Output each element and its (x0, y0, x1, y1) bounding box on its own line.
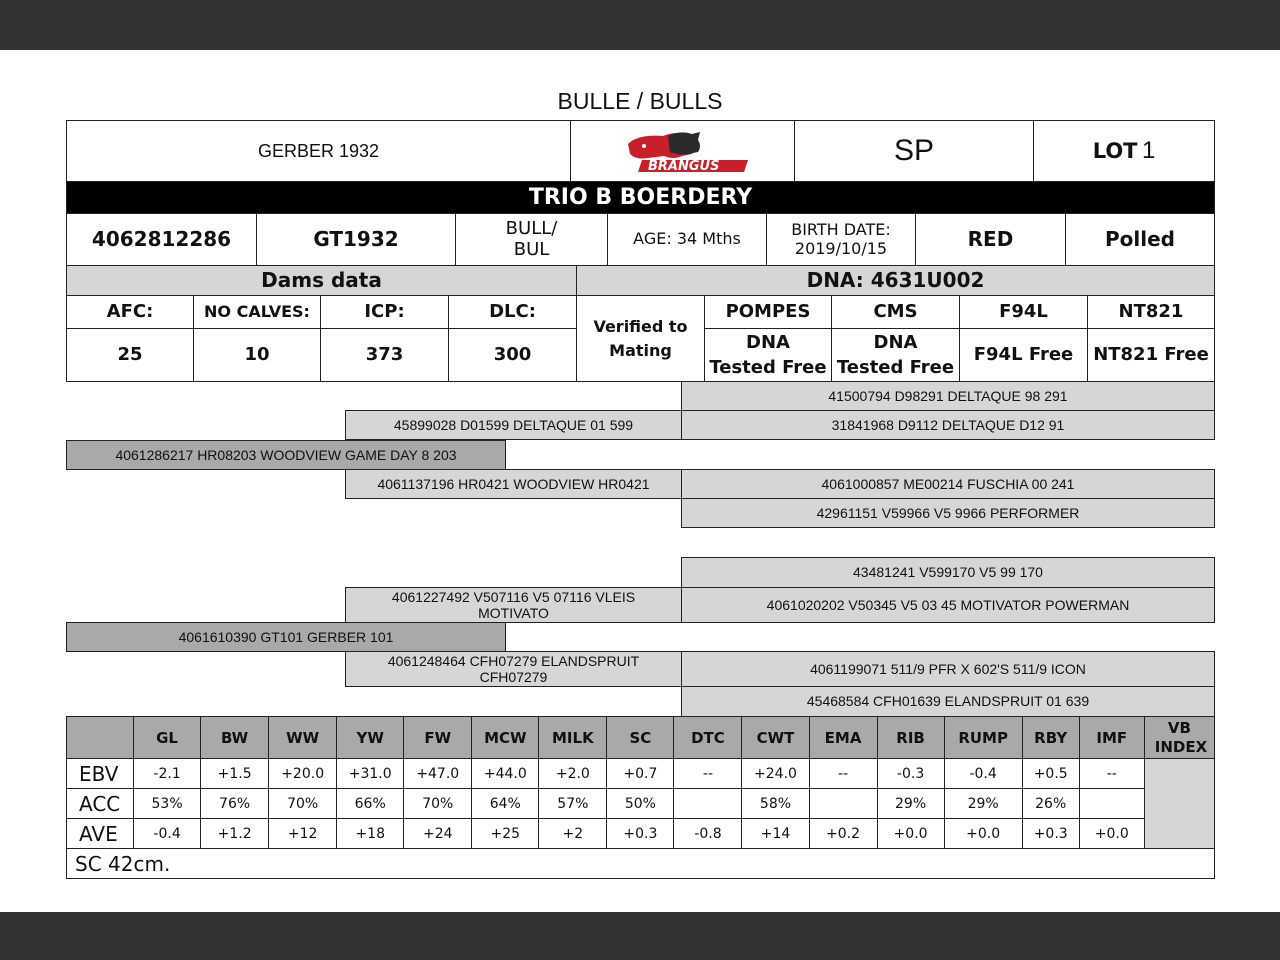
ave-cell: +24 (404, 819, 472, 849)
pedigree-sire-sire-sire: 41500794 D98291 DELTAQUE 98 291 (681, 381, 1215, 411)
pedigree-sire: 4061286217 HR08203 WOODVIEW GAME DAY 8 203 (66, 440, 506, 470)
ave-cell: +0.2 (809, 819, 877, 849)
acc-row (67, 789, 1215, 819)
acc-cell: 58% (742, 789, 809, 819)
afc-label: AFC: (66, 295, 194, 329)
no-calves-label: NO CALVES: (193, 295, 321, 329)
ave-cell: +0.0 (944, 819, 1022, 849)
birth-date (766, 213, 916, 266)
ebv-header-cell: CWT (742, 717, 809, 759)
ebv-header-cell: MILK (539, 717, 607, 759)
ave-row-label: AVE (67, 819, 134, 849)
ave-cell: +0.3 (607, 819, 674, 849)
acc-cell: 29% (944, 789, 1022, 819)
ave-cell: +25 (472, 819, 539, 849)
pedigree-dam-sire: 4061227492 V507116 V5 07116 VLEIS MOTIVATO (345, 587, 682, 623)
icp-value: 373 (320, 328, 449, 382)
ave-row (67, 819, 1215, 849)
ebv-row (67, 759, 1215, 789)
acc-cell: 29% (877, 789, 944, 819)
ebv-header-cell: YW (337, 717, 404, 759)
ebv-cell: -- (1079, 759, 1144, 789)
cms-label: CMS (831, 295, 960, 329)
lot-number: 1 (1141, 137, 1156, 165)
animal-tag: GT1932 (256, 213, 456, 266)
acc-cell: 53% (134, 789, 201, 819)
pompes-line1: DNA (746, 331, 790, 353)
ebv-cell: -- (674, 759, 742, 789)
page-title: BULLE / BULLS (557, 88, 723, 114)
pompes-line2: Tested Free (709, 357, 827, 378)
ave-cell: +1.2 (201, 819, 269, 849)
ave-cell: -0.8 (674, 819, 742, 849)
ave-cell: +0.3 (1022, 819, 1079, 849)
breeder-name: TRIO B BOERDERY (66, 181, 1215, 214)
acc-cell: 57% (539, 789, 607, 819)
cms-line2: Tested Free (836, 357, 955, 378)
dlc-label: DLC: (448, 295, 577, 329)
f94l-label: F94L (959, 295, 1088, 329)
brangus-logo (570, 120, 795, 182)
dlc-value: 300 (448, 328, 577, 382)
acc-cell: 26% (1022, 789, 1079, 819)
cms-line1: DNA (873, 331, 918, 353)
pedigree-sire-sire-dam: 31841968 D9112 DELTAQUE D12 91 (681, 410, 1215, 440)
svg-text:BRANGUS: BRANGUS (647, 159, 719, 174)
acc-cell: 70% (404, 789, 472, 819)
ebv-header-cell: FW (404, 717, 472, 759)
ebv-corner-cell (67, 717, 134, 759)
ebv-header-cell: RIB (877, 717, 944, 759)
pedigree-dam-sire-dam: 4061020202 V50345 V5 03 45 MOTIVATOR POWERMAN (681, 587, 1215, 623)
acc-row-label: ACC (67, 789, 134, 819)
acc-cell: 76% (201, 789, 269, 819)
nt821-label: NT821 (1087, 295, 1215, 329)
animal-sex (455, 213, 608, 266)
ebv-cell: +31.0 (337, 759, 404, 789)
ebv-cell: +0.7 (607, 759, 674, 789)
ave-cell: +14 (742, 819, 809, 849)
acc-cell: 70% (269, 789, 337, 819)
pompes-value (704, 328, 832, 382)
pompes-label: POMPES (704, 295, 832, 329)
acc-cell: 50% (607, 789, 674, 819)
verified-line1: Verified to (593, 316, 688, 336)
ebv-cell: -0.3 (877, 759, 944, 789)
ebv-cell: +20.0 (269, 759, 337, 789)
ebv-header-cell: EMA (809, 717, 877, 759)
acc-cell: 64% (472, 789, 539, 819)
animal-age: AGE: 34 Mths (607, 213, 767, 266)
ebv-header-cell: RBY (1022, 717, 1079, 759)
ebv-header-cell: GL (134, 717, 201, 759)
ebv-cell: +47.0 (404, 759, 472, 789)
lot-label: LOT (1092, 138, 1138, 163)
ebv-row-label: EBV (67, 759, 134, 789)
acc-cell: 66% (337, 789, 404, 819)
vb-index-value (1144, 759, 1214, 849)
lot-box (1033, 120, 1215, 182)
pedigree-dam-dam: 4061248464 CFH07279 ELANDSPRUIT CFH07279 (345, 651, 682, 687)
afc-value: 25 (66, 328, 194, 382)
pedigree-dam-sire-sire: 43481241 V599170 V5 99 170 (681, 557, 1215, 588)
verified-to-mating (576, 295, 705, 382)
ave-cell: +0.0 (1079, 819, 1144, 849)
pedigree-sire-dam-sire: 4061000857 ME00214 FUSCHIA 00 241 (681, 469, 1215, 499)
pedigree-sire-dam-dam: 42961151 V59966 V5 9966 PERFORMER (681, 498, 1215, 528)
ebv-header-cell-vb-index: VB INDEX (1144, 717, 1214, 759)
dams-data-title: Dams data (66, 265, 577, 296)
ebv-header-row (67, 717, 1215, 759)
ave-cell: +18 (337, 819, 404, 849)
bottom-dark-band (0, 912, 1280, 960)
ave-cell: -0.4 (134, 819, 201, 849)
ebv-cell: -0.4 (944, 759, 1022, 789)
pedigree-dam-dam-sire: 4061199071 511/9 PFR X 602'S 511/9 ICON (681, 651, 1215, 687)
ebv-cell: +44.0 (472, 759, 539, 789)
acc-cell (809, 789, 877, 819)
cms-value (831, 328, 960, 382)
ebv-table (66, 716, 1215, 879)
ebv-cell: +2.0 (539, 759, 607, 789)
animal-colour: RED (915, 213, 1066, 266)
verified-line2: Mating (609, 340, 672, 360)
birth-date-label: BIRTH DATE: (791, 220, 891, 240)
pedigree-dam: 4061610390 GT101 GERBER 101 (66, 622, 506, 652)
ave-cell: +0.0 (877, 819, 944, 849)
ebv-header-cell: IMF (1079, 717, 1144, 759)
pedigree-sire-dam: 4061137196 HR0421 WOODVIEW HR0421 (345, 469, 682, 499)
ebv-header-cell: SC (607, 717, 674, 759)
code-sp: SP (794, 120, 1034, 182)
f94l-value: F94L Free (959, 328, 1088, 382)
ebv-cell: +0.5 (1022, 759, 1079, 789)
horn-status: Polled (1065, 213, 1215, 266)
ebv-cell: -- (809, 759, 877, 789)
ebv-cell: +1.5 (201, 759, 269, 789)
acc-cell (1079, 789, 1144, 819)
ebv-header-cell: RUMP (944, 717, 1022, 759)
brangus-bull-logo-icon (608, 126, 758, 176)
nt821-value: NT821 Free (1087, 328, 1215, 382)
ebv-header-cell: BW (201, 717, 269, 759)
ebv-cell: -2.1 (134, 759, 201, 789)
animal-name: GERBER 1932 (66, 120, 571, 182)
sc-note: SC 42cm. (67, 849, 1215, 879)
animal-id-number: 4062812286 (66, 213, 257, 266)
ave-cell: +12 (269, 819, 337, 849)
ebv-header-cell: MCW (472, 717, 539, 759)
ebv-cell: +24.0 (742, 759, 809, 789)
ebv-header-cell: DTC (674, 717, 742, 759)
icp-label: ICP: (320, 295, 449, 329)
ebv-header-cell: WW (269, 717, 337, 759)
note-row (67, 849, 1215, 879)
pedigree-dam-dam-dam: 45468584 CFH01639 ELANDSPRUIT 01 639 (681, 686, 1215, 717)
sex-line1: BULL/ (505, 217, 558, 239)
birth-date-value: 2019/10/15 (794, 238, 888, 258)
top-dark-band (0, 0, 1280, 50)
sex-line2: BUL (513, 238, 550, 260)
no-calves-value: 10 (193, 328, 321, 382)
ave-cell: +2 (539, 819, 607, 849)
acc-cell (674, 789, 742, 819)
pedigree-sire-sire: 45899028 D01599 DELTAQUE 01 599 (345, 410, 682, 440)
dna-title: DNA: 4631U002 (576, 265, 1215, 296)
